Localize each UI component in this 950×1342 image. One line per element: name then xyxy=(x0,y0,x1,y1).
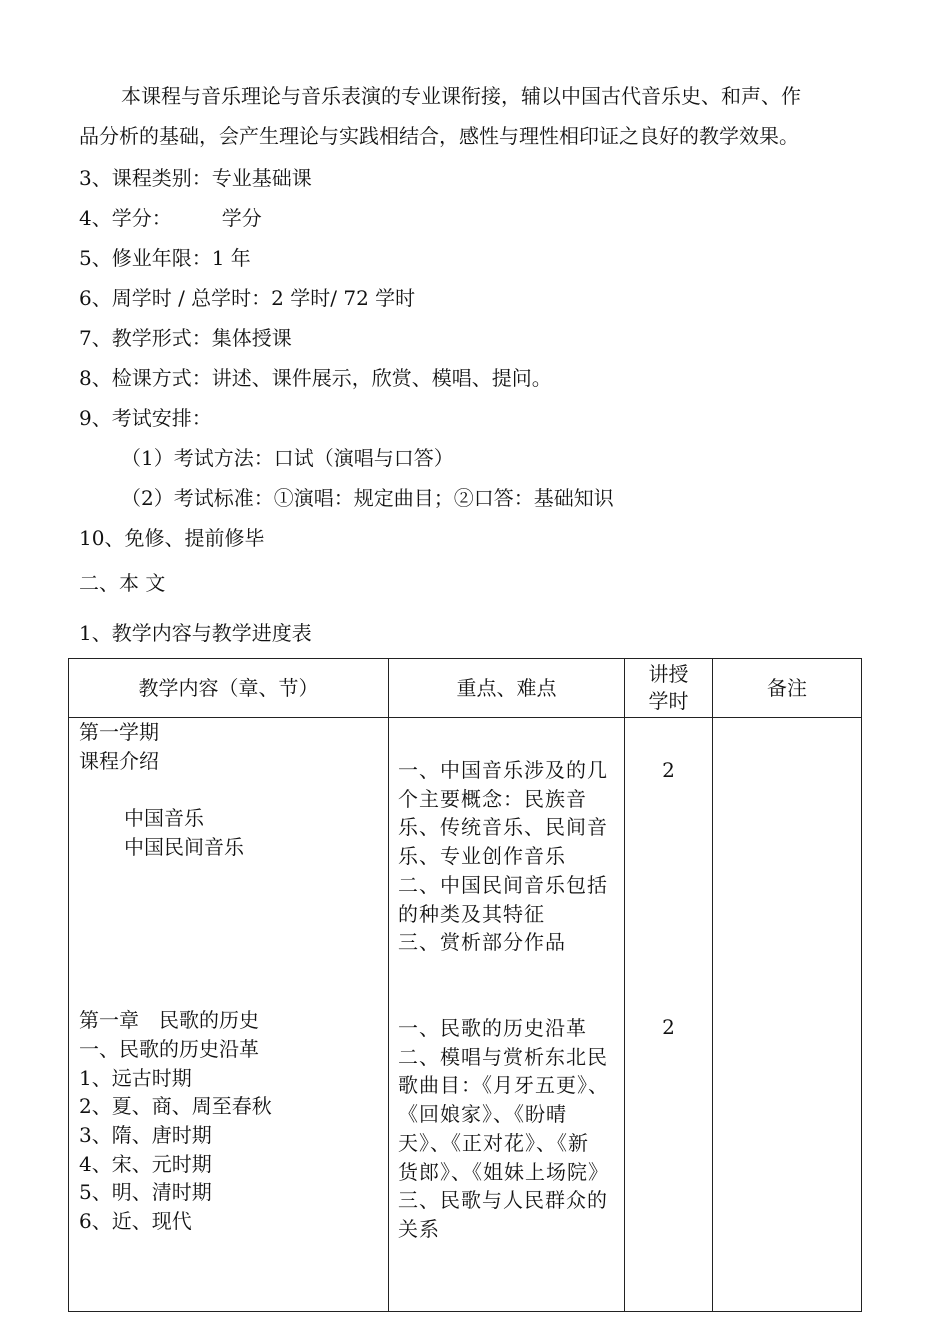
key-point-line: 乐、专业创作音乐 xyxy=(398,844,566,869)
chapter1-line: 2、夏、商、周至春秋 xyxy=(79,1094,272,1118)
chapter1-line: 4、宋、元时期 xyxy=(79,1152,212,1176)
intro-line-1: 本课程与音乐理论与音乐表演的专业课衔接，辅以中国古代音乐史、和声、作 xyxy=(121,84,801,108)
study-duration: 5、修业年限：1 年 xyxy=(79,246,251,270)
key-points-block2 xyxy=(398,1014,628,1244)
chapter1-line: 一、民歌的历史沿革 xyxy=(79,1037,259,1061)
key-point-line: 二、中国民间音乐包括 xyxy=(398,872,608,897)
chapter1-line: 6、近、现代 xyxy=(79,1209,192,1233)
intro-paragraph xyxy=(79,76,879,156)
exam-method: （1）考试方法：口试（演唱与口答） xyxy=(121,446,454,470)
header-key-points: 重点、难点 xyxy=(389,659,625,718)
subitem-chinese-music: 中国音乐 xyxy=(124,806,204,830)
key-point-line: 三、民歌与人民群众的 xyxy=(398,1188,608,1213)
key-point-line: 一、中国音乐涉及的几 xyxy=(398,758,608,782)
header-notes: 备注 xyxy=(713,659,862,718)
notes-cell xyxy=(713,718,862,1312)
key-point-line: 关系 xyxy=(398,1216,440,1241)
exam-standard: （2）考试标准：①演唱：规定曲目；②口答：基础知识 xyxy=(121,486,614,510)
key-point-line: 个主要概念：民族音 xyxy=(398,786,587,811)
header-content: 教学内容（章、节） xyxy=(69,659,389,718)
teaching-form: 7、教学形式：集体授课 xyxy=(79,326,292,350)
check-method: 8、检课方式：讲述、课件展示，欣赏、模唱、提问。 xyxy=(79,366,552,390)
key-point-line: 《回娘家》、《盼晴 xyxy=(398,1102,567,1127)
key-point-line: 的种类及其特征 xyxy=(398,901,545,926)
table-header-row xyxy=(69,659,862,718)
table-title: 1、教学内容与教学进度表 xyxy=(79,621,312,645)
header-hours-line2: 学时 xyxy=(648,689,689,713)
key-points-block1 xyxy=(398,756,628,957)
key-point-line: 歌曲目：《月牙五更》、 xyxy=(398,1073,609,1098)
table-row xyxy=(69,718,862,1312)
intro-line-2: 品分析的基础，会产生理论与实践相结合，感性与理性相印证之良好的教学效果。 xyxy=(79,124,799,148)
hours-cell xyxy=(625,718,713,1312)
term-label: 第一学期 xyxy=(79,720,159,744)
subitem-chinese-folk-music: 中国民间音乐 xyxy=(124,835,244,859)
chapter1-line: 3、隋、唐时期 xyxy=(79,1123,212,1147)
header-hours xyxy=(625,659,713,718)
hours-block2: 2 xyxy=(662,1015,675,1039)
section-heading: 二、本 文 xyxy=(79,571,166,595)
chapter1-line: 1、远古时期 xyxy=(79,1066,192,1090)
exemption: 10、免修、提前修毕 xyxy=(79,526,265,550)
key-point-line: 二、模唱与赏析东北民 xyxy=(398,1044,608,1069)
key-point-line: 一、民歌的历史沿革 xyxy=(398,1016,587,1040)
key-points-cell xyxy=(389,718,625,1312)
teaching-schedule-table xyxy=(68,658,862,1312)
course-intro-title: 课程介绍 xyxy=(79,749,159,773)
course-credits: 4、学分： 学分 xyxy=(79,206,262,230)
header-hours-line1: 讲授 xyxy=(648,662,689,686)
key-point-line: 货郎》、《姐妹上场院》 xyxy=(398,1159,609,1184)
weekly-total-hours: 6、周学时 / 总学时：2 学时/ 72 学时 xyxy=(79,286,416,310)
exam-arrangement: 9、考试安排： xyxy=(79,406,212,430)
key-point-line: 三、赏析部分作品 xyxy=(398,930,566,955)
hours-block1: 2 xyxy=(662,758,675,782)
course-category: 3、课程类别：专业基础课 xyxy=(79,166,312,190)
chapter1-line: 第一章 民歌的历史 xyxy=(79,1008,259,1032)
content-cell xyxy=(69,718,389,1312)
key-point-line: 天》、《正对花》、《新 xyxy=(398,1130,589,1155)
chapter1-line: 5、明、清时期 xyxy=(79,1180,212,1204)
key-point-line: 乐、传统音乐、民间音 xyxy=(398,815,608,840)
